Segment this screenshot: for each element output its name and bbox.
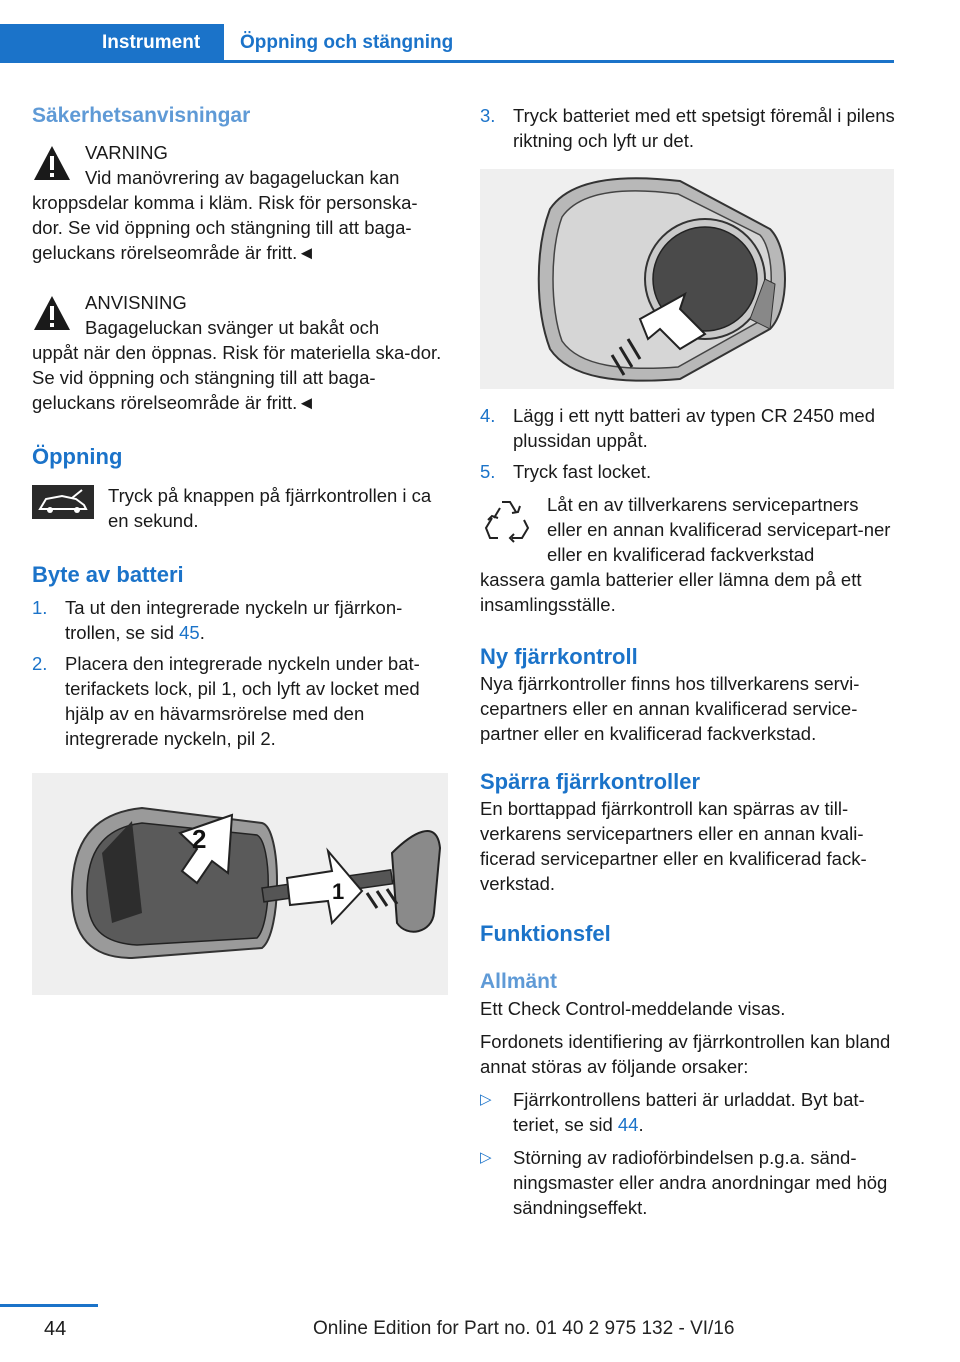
battery-removal-figure (480, 169, 894, 389)
warning-block (32, 140, 448, 265)
notice-block (32, 290, 448, 415)
page-link-44[interactable]: 44 (617, 1114, 639, 1135)
notice-triangle-icon (32, 294, 72, 334)
opening-block (32, 483, 448, 533)
notice-label: ANVISNING (85, 292, 187, 313)
battery-step-2: 2. Placera den integrerade nyckeln under bat-terifackets lock, pil 1, och lyft av locket med hjälp av en hävarmsrörelse med den integrerade nyckeln, pil 2. (32, 653, 420, 749)
footer-edition-text: Online Edition for Part no. 01 40 2 975 132 - VI/16 (313, 1318, 735, 1339)
battery-step-4: 4. Lägg i ett nytt batteri av typen CR 2450 med plussidan uppåt. (480, 405, 875, 451)
battery-compartment-illustration (480, 169, 894, 389)
cause-item-battery: ▷ Fjärrkontrollens batteri är urladdat. Byt bat-teriet, se sid 44. (480, 1089, 865, 1135)
notice-text: uppåt när den öppnas. Risk för materiella ska-dor. Se vid öppning och stängning till att baga-geluckans rörelseområde är fritt.◄ (32, 342, 442, 413)
key-fob-illustration (32, 773, 448, 995)
opening-text: Tryck på knappen på fjärrkontrollen i ca en sekund. (108, 485, 432, 531)
page-link-45[interactable]: 45 (179, 622, 200, 643)
tab-instrument[interactable]: Instrument (0, 24, 224, 62)
notice-text-first: Bagageluckan svänger ut bakåt och (85, 317, 380, 338)
trunk-button-icon (32, 485, 94, 519)
warning-text: kroppsdelar komma i kläm. Risk för personska-dor. Se vid öppning och stängning till att baga-geluckans rörelseområde är fritt.◄ (32, 192, 418, 263)
cause-list (480, 1087, 896, 1220)
arrow-label-2: 2 (192, 824, 207, 854)
general-heading: Allmänt (480, 970, 558, 993)
bullet-triangle-icon: ▷ (480, 1091, 492, 1108)
cause-item-radio: ▷ Störning av radioförbindelsen p.g.a. sänd-ningsmaster eller andra anordningar med hög sändningseffekt. (480, 1147, 888, 1218)
bullet-triangle-icon: ▷ (480, 1149, 492, 1166)
lock-remote-heading: Spärra fjärrkontroller (480, 769, 701, 794)
tab-opening-closing[interactable]: Öppning och stängning (240, 32, 454, 53)
recycle-text-first: Låt en av tillverkarens servicepartners eller en annan kvalificerad servicepart-ner eller en kvalificerad fackverkstad (547, 494, 891, 565)
recycle-icon (482, 496, 534, 548)
page-header (0, 24, 894, 62)
lock-remote-text: En borttappad fjärrkontroll kan spärras av till-verkarens servicepartners eller en annan kvali-ficerad servicepartner eller en kvalificerad fack-verkstad. (480, 798, 867, 894)
warning-text-first: Vid manövrering av bagageluckan kan (85, 167, 400, 188)
right-column (480, 100, 896, 1228)
battery-step-3: 3. Tryck batteriet med ett spetsigt föremål i pilens riktning och lyft ur det. (480, 105, 895, 151)
safety-heading: Säkerhetsanvisningar (32, 104, 251, 127)
left-column (32, 100, 448, 995)
arrow-label-1: 1 (332, 879, 345, 904)
general-text-1: Ett Check Control-meddelande visas. (480, 998, 786, 1019)
key-removal-figure (32, 773, 448, 995)
recycle-block (480, 492, 896, 617)
general-text-2: Fordonets identifiering av fjärrkontrollen kan bland annat störas av följande orsaker: (480, 1031, 891, 1077)
footer-divider (0, 1304, 98, 1307)
new-remote-heading: Ny fjärrkontroll (480, 644, 638, 669)
warning-triangle-icon (32, 144, 72, 184)
header-divider (0, 60, 894, 63)
new-remote-text: Nya fjärrkontroller finns hos tillverkarens servi-cepartners eller en annan kvalificerad service-partner eller en kvalificerad fackverkstad. (480, 673, 860, 744)
battery-step-1: 1. Ta ut den integrerade nyckeln ur fjärrkon-trollen, se sid 45. (32, 597, 403, 643)
battery-steps (32, 595, 448, 751)
malfunction-heading: Funktionsfel (480, 921, 611, 946)
warning-label: VARNING (85, 142, 168, 163)
battery-step-5: 5. Tryck fast locket. (480, 461, 652, 482)
page-number: 44 (44, 1318, 67, 1340)
opening-heading: Öppning (32, 444, 123, 469)
battery-heading: Byte av batteri (32, 562, 184, 587)
recycle-text: kassera gamla batterier eller lämna dem på ett insamlingsställe. (480, 569, 862, 615)
